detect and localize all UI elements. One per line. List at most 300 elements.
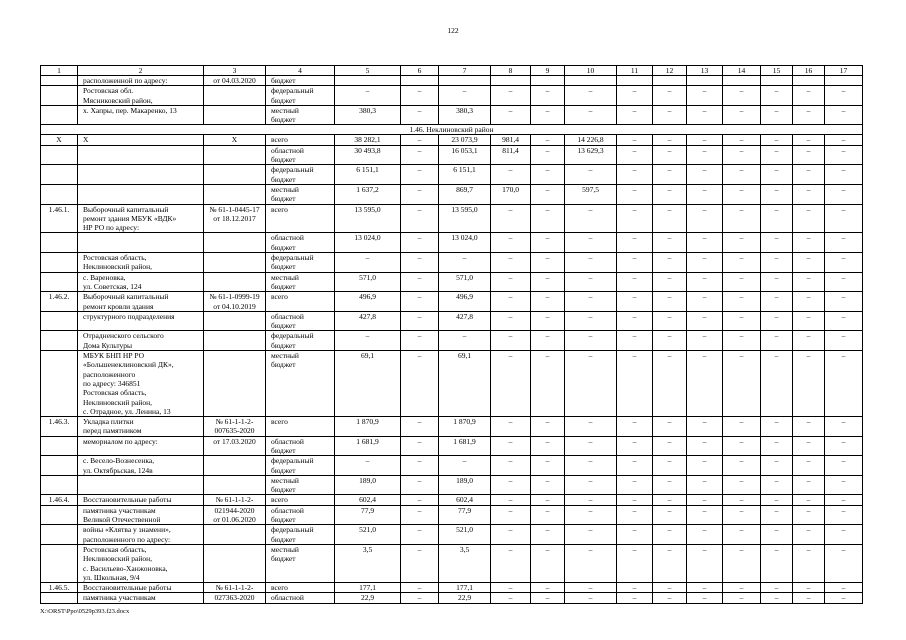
table-row	[41, 436, 863, 456]
budget-source-cell: федеральный бюджет	[266, 165, 335, 185]
value-cell: –	[723, 495, 761, 505]
object-name-cell: с. Вареновка, ул. Советская, 124	[78, 272, 204, 292]
value-cell: –	[531, 272, 565, 292]
value-cell: –	[565, 253, 617, 273]
value-cell: –	[531, 233, 565, 253]
value-cell: –	[723, 272, 761, 292]
value-cell: 69,1	[439, 351, 491, 417]
table-row	[41, 525, 863, 545]
value-cell: –	[401, 135, 439, 145]
item-number-cell	[41, 86, 78, 106]
object-name-cell: Ростовская обл. Мясниковский район,	[78, 86, 204, 106]
table-row	[41, 311, 863, 331]
value-cell: –	[793, 272, 825, 292]
value-cell: –	[617, 135, 653, 145]
value-cell: –	[565, 105, 617, 125]
value-cell: –	[531, 544, 565, 582]
value-cell: –	[825, 583, 863, 593]
column-number: 9	[531, 66, 565, 76]
value-cell: –	[401, 436, 439, 456]
value-cell: –	[653, 135, 687, 145]
value-cell: 3,5	[335, 544, 401, 582]
value-cell: –	[687, 86, 723, 106]
column-number: 2	[78, 66, 204, 76]
object-name-cell: памятника участникам	[78, 593, 204, 603]
document-cell	[204, 525, 266, 545]
value-cell: –	[653, 436, 687, 456]
value-cell: –	[401, 165, 439, 185]
table-row	[41, 76, 863, 86]
item-number-cell: 1.46.3.	[41, 417, 78, 437]
table-row	[41, 544, 863, 582]
value-cell: 177,1	[439, 583, 491, 593]
object-name-cell	[78, 233, 204, 253]
value-cell: –	[687, 135, 723, 145]
header-row	[41, 66, 863, 76]
value-cell: –	[687, 253, 723, 273]
value-cell: –	[531, 253, 565, 273]
value-cell: 69,1	[335, 351, 401, 417]
table-row	[41, 351, 863, 417]
value-cell: –	[565, 351, 617, 417]
value-cell: 14 226,8	[565, 135, 617, 145]
value-cell: –	[653, 331, 687, 351]
value-cell: 77,9	[439, 505, 491, 525]
value-cell: –	[491, 292, 531, 312]
budget-source-cell: областной бюджет	[266, 311, 335, 331]
value-cell: –	[825, 505, 863, 525]
object-name-cell	[78, 165, 204, 185]
value-cell: –	[793, 233, 825, 253]
value-cell: 13 595,0	[335, 204, 401, 233]
value-cell: 22,9	[335, 593, 401, 603]
value-cell: –	[491, 233, 531, 253]
value-cell: –	[531, 505, 565, 525]
value-cell: –	[653, 272, 687, 292]
item-number-cell	[41, 105, 78, 125]
value-cell: –	[825, 135, 863, 145]
value-cell: –	[565, 233, 617, 253]
item-number-cell: 1.46.1.	[41, 204, 78, 233]
value-cell: –	[687, 351, 723, 417]
value-cell: –	[825, 145, 863, 165]
value-cell	[687, 76, 723, 86]
item-number-cell	[41, 593, 78, 603]
document-cell: № 61-1-0999-19 от 04.10.2019	[204, 292, 266, 312]
document-cell: № 61-1-1-2- 007635-2020	[204, 417, 266, 437]
column-number: 13	[687, 66, 723, 76]
value-cell: –	[761, 505, 793, 525]
object-name-cell: МБУК БНП НР РО «Большенеклиновский ДК», расположенного по адресу: 346851 Ростовская область, Неклиновский район, с. Отрадное, ул. Ленина, 13	[78, 351, 204, 417]
table-row	[41, 135, 863, 145]
value-cell: –	[617, 331, 653, 351]
value-cell: –	[761, 593, 793, 603]
value-cell: –	[825, 525, 863, 545]
table-row	[41, 475, 863, 495]
value-cell: –	[687, 272, 723, 292]
value-cell: –	[653, 233, 687, 253]
value-cell: 427,8	[439, 311, 491, 331]
value-cell: –	[617, 233, 653, 253]
value-cell: –	[653, 184, 687, 204]
value-cell: 571,0	[439, 272, 491, 292]
document-cell	[204, 184, 266, 204]
value-cell: –	[491, 436, 531, 456]
value-cell: –	[825, 105, 863, 125]
value-cell: –	[793, 456, 825, 476]
value-cell: –	[401, 292, 439, 312]
value-cell: –	[653, 292, 687, 312]
value-cell: –	[761, 184, 793, 204]
item-number-cell	[41, 233, 78, 253]
value-cell: –	[565, 495, 617, 505]
value-cell: –	[761, 233, 793, 253]
object-name-cell: Ростовская область, Неклиновский район, с. Васильево-Ханжоновка, ул. Школьная, 9/4	[78, 544, 204, 582]
value-cell: –	[793, 292, 825, 312]
value-cell: –	[825, 475, 863, 495]
value-cell: 13 024,0	[335, 233, 401, 253]
document-cell	[204, 544, 266, 582]
value-cell: –	[531, 351, 565, 417]
document-cell: 027363-2020	[204, 593, 266, 603]
value-cell: –	[723, 436, 761, 456]
value-cell: –	[793, 495, 825, 505]
item-number-cell	[41, 311, 78, 331]
value-cell: –	[401, 495, 439, 505]
value-cell: –	[565, 475, 617, 495]
table-row	[41, 272, 863, 292]
document-cell	[204, 86, 266, 106]
budget-source-cell: федеральный бюджет	[266, 86, 335, 106]
table-row	[41, 417, 863, 437]
value-cell: –	[617, 86, 653, 106]
value-cell: –	[617, 436, 653, 456]
value-cell: –	[687, 145, 723, 165]
budget-source-cell: федеральный бюджет	[266, 456, 335, 476]
item-number-cell	[41, 351, 78, 417]
value-cell: –	[653, 86, 687, 106]
budget-source-cell: местный бюджет	[266, 184, 335, 204]
value-cell: 6 151,1	[335, 165, 401, 185]
value-cell: –	[617, 417, 653, 437]
value-cell: 602,4	[335, 495, 401, 505]
value-cell: –	[825, 417, 863, 437]
value-cell: –	[617, 505, 653, 525]
value-cell: –	[335, 331, 401, 351]
value-cell: –	[761, 456, 793, 476]
value-cell: –	[565, 436, 617, 456]
budget-source-cell: местный бюджет	[266, 105, 335, 125]
value-cell: –	[401, 475, 439, 495]
item-number-cell: 1.46.4.	[41, 495, 78, 505]
table-row	[41, 184, 863, 204]
value-cell: –	[531, 145, 565, 165]
value-cell: –	[617, 105, 653, 125]
value-cell: –	[565, 311, 617, 331]
object-name-cell: Укладка плитки перед памятником	[78, 417, 204, 437]
value-cell: –	[491, 583, 531, 593]
value-cell: –	[531, 184, 565, 204]
value-cell: –	[761, 417, 793, 437]
value-cell: –	[531, 495, 565, 505]
object-name-cell	[78, 184, 204, 204]
object-name-cell: х. Хапры, пер. Макаренко, 13	[78, 105, 204, 125]
value-cell: –	[491, 86, 531, 106]
value-cell: –	[401, 417, 439, 437]
value-cell: –	[491, 105, 531, 125]
value-cell: –	[491, 351, 531, 417]
value-cell	[401, 76, 439, 86]
value-cell: –	[531, 436, 565, 456]
value-cell	[723, 76, 761, 86]
budget-source-cell: федеральный бюджет	[266, 331, 335, 351]
value-cell: –	[793, 525, 825, 545]
value-cell: 38 282,1	[335, 135, 401, 145]
value-cell: –	[531, 204, 565, 233]
value-cell: –	[723, 145, 761, 165]
value-cell: 602,4	[439, 495, 491, 505]
budget-source-cell: всего	[266, 204, 335, 233]
value-cell: –	[793, 86, 825, 106]
budget-source-cell: местный бюджет	[266, 272, 335, 292]
value-cell: 521,0	[439, 525, 491, 545]
footer-file-path: X:\ORST\Ppo\0529p393.f23.docx	[40, 608, 130, 615]
value-cell: –	[687, 583, 723, 593]
value-cell: –	[439, 86, 491, 106]
budget-source-cell: всего	[266, 417, 335, 437]
value-cell: –	[531, 135, 565, 145]
document-cell: № 61-1-1-2-	[204, 583, 266, 593]
value-cell: –	[653, 593, 687, 603]
item-number-cell	[41, 272, 78, 292]
value-cell: –	[531, 593, 565, 603]
value-cell: –	[401, 184, 439, 204]
column-number: 15	[761, 66, 793, 76]
page-number: 122	[447, 26, 459, 35]
table-row	[41, 233, 863, 253]
value-cell: –	[653, 351, 687, 417]
document-cell: № 61-1-1-2-	[204, 495, 266, 505]
value-cell: –	[723, 456, 761, 476]
object-name-cell: Восстановительные работы	[78, 583, 204, 593]
value-cell: –	[723, 544, 761, 582]
value-cell: –	[491, 204, 531, 233]
item-number-cell	[41, 505, 78, 525]
value-cell: –	[793, 331, 825, 351]
table-row	[41, 583, 863, 593]
value-cell: –	[793, 505, 825, 525]
value-cell: –	[491, 475, 531, 495]
value-cell: 30 493,8	[335, 145, 401, 165]
value-cell: –	[401, 525, 439, 545]
object-name-cell: войны «Клятва у знамени», расположенного по адресу:	[78, 525, 204, 545]
item-number-cell	[41, 145, 78, 165]
value-cell: –	[401, 233, 439, 253]
table-row	[41, 165, 863, 185]
value-cell: –	[825, 253, 863, 273]
budget-source-cell: областной бюджет	[266, 436, 335, 456]
value-cell: –	[761, 272, 793, 292]
value-cell: –	[761, 135, 793, 145]
value-cell: 23 073,9	[439, 135, 491, 145]
value-cell: –	[491, 495, 531, 505]
value-cell: –	[825, 311, 863, 331]
value-cell: –	[687, 456, 723, 476]
value-cell: –	[401, 583, 439, 593]
value-cell: –	[825, 292, 863, 312]
object-name-cell: Выборочный капитальный ремонт здания МБУК «ВДК» НР РО по адресу:	[78, 204, 204, 233]
value-cell	[565, 76, 617, 86]
value-cell: –	[491, 593, 531, 603]
budget-source-cell: областной	[266, 593, 335, 603]
value-cell: –	[723, 135, 761, 145]
value-cell: –	[653, 204, 687, 233]
value-cell: –	[531, 456, 565, 476]
value-cell: –	[617, 184, 653, 204]
value-cell: –	[723, 184, 761, 204]
value-cell: –	[653, 417, 687, 437]
column-number: 1	[41, 66, 78, 76]
value-cell: –	[793, 184, 825, 204]
value-cell: –	[335, 253, 401, 273]
value-cell: –	[793, 204, 825, 233]
document-cell	[204, 233, 266, 253]
budget-source-cell: областной бюджет	[266, 505, 335, 525]
value-cell: –	[401, 544, 439, 582]
value-cell: –	[723, 292, 761, 312]
value-cell: –	[687, 204, 723, 233]
budget-source-cell: всего	[266, 135, 335, 145]
value-cell: 427,8	[335, 311, 401, 331]
value-cell: –	[401, 253, 439, 273]
column-number: 3	[204, 66, 266, 76]
value-cell: –	[793, 135, 825, 145]
table-row	[41, 86, 863, 106]
table-row	[41, 495, 863, 505]
value-cell: 13 629,3	[565, 145, 617, 165]
budget-source-cell: федеральный бюджет	[266, 525, 335, 545]
column-number: 11	[617, 66, 653, 76]
value-cell: –	[653, 253, 687, 273]
value-cell: –	[531, 475, 565, 495]
value-cell: –	[687, 105, 723, 125]
document-cell: от 04.03.2020	[204, 76, 266, 86]
value-cell: 6 151,1	[439, 165, 491, 185]
value-cell: –	[761, 311, 793, 331]
value-cell: 869,7	[439, 184, 491, 204]
object-name-cell: Выборочный капитальный ремонт кровли здания	[78, 292, 204, 312]
value-cell: –	[761, 351, 793, 417]
value-cell: –	[439, 456, 491, 476]
document-cell	[204, 351, 266, 417]
value-cell: –	[653, 525, 687, 545]
value-cell: –	[687, 233, 723, 253]
table-row	[41, 593, 863, 603]
column-number: 7	[439, 66, 491, 76]
value-cell: –	[565, 505, 617, 525]
value-cell: –	[825, 351, 863, 417]
value-cell: –	[491, 505, 531, 525]
value-cell: 170,0	[491, 184, 531, 204]
value-cell: –	[617, 593, 653, 603]
item-number-cell: 1.46.5.	[41, 583, 78, 593]
column-number: 10	[565, 66, 617, 76]
value-cell: –	[793, 593, 825, 603]
item-number-cell	[41, 544, 78, 582]
column-number: 6	[401, 66, 439, 76]
object-name-cell: структурного подразделения	[78, 311, 204, 331]
value-cell: –	[653, 105, 687, 125]
value-cell: –	[617, 165, 653, 185]
value-cell: –	[565, 593, 617, 603]
value-cell: –	[531, 292, 565, 312]
value-cell: –	[687, 292, 723, 312]
item-number-cell	[41, 456, 78, 476]
value-cell: –	[825, 184, 863, 204]
document-cell	[204, 475, 266, 495]
budget-source-cell: областной бюджет	[266, 233, 335, 253]
column-number: 8	[491, 66, 531, 76]
value-cell: –	[825, 495, 863, 505]
section-row	[41, 125, 863, 135]
value-cell: –	[687, 505, 723, 525]
item-number-cell	[41, 165, 78, 185]
value-cell: –	[617, 204, 653, 233]
value-cell: –	[723, 311, 761, 331]
table-row	[41, 292, 863, 312]
budget-source-cell: бюджет	[266, 76, 335, 86]
value-cell: –	[491, 253, 531, 273]
value-cell: –	[531, 165, 565, 185]
value-cell: –	[793, 165, 825, 185]
object-name-cell: расположенной по адресу:	[78, 76, 204, 86]
value-cell	[793, 76, 825, 86]
value-cell: 1 870,9	[439, 417, 491, 437]
value-cell: –	[617, 272, 653, 292]
value-cell	[491, 76, 531, 86]
value-cell: –	[653, 495, 687, 505]
item-number-cell	[41, 525, 78, 545]
value-cell: –	[617, 475, 653, 495]
value-cell: –	[565, 86, 617, 106]
value-cell: –	[825, 165, 863, 185]
value-cell: –	[491, 417, 531, 437]
value-cell: –	[491, 331, 531, 351]
value-cell: –	[723, 525, 761, 545]
value-cell: –	[531, 583, 565, 593]
value-cell: –	[617, 145, 653, 165]
value-cell: 13 595,0	[439, 204, 491, 233]
value-cell: –	[491, 311, 531, 331]
value-cell: –	[401, 593, 439, 603]
value-cell: –	[687, 593, 723, 603]
value-cell: –	[723, 233, 761, 253]
value-cell: –	[761, 145, 793, 165]
value-cell	[825, 76, 863, 86]
value-cell: –	[531, 525, 565, 545]
document-cell: № 61-1-0445-17 от 18.12.2017	[204, 204, 266, 233]
value-cell: –	[335, 86, 401, 106]
value-cell: –	[491, 525, 531, 545]
value-cell: –	[723, 505, 761, 525]
value-cell: 380,3	[335, 105, 401, 125]
document-cell	[204, 311, 266, 331]
table-row	[41, 505, 863, 525]
value-cell: –	[617, 544, 653, 582]
value-cell: –	[825, 272, 863, 292]
document-cell	[204, 165, 266, 185]
item-number-cell: 1.46.2.	[41, 292, 78, 312]
